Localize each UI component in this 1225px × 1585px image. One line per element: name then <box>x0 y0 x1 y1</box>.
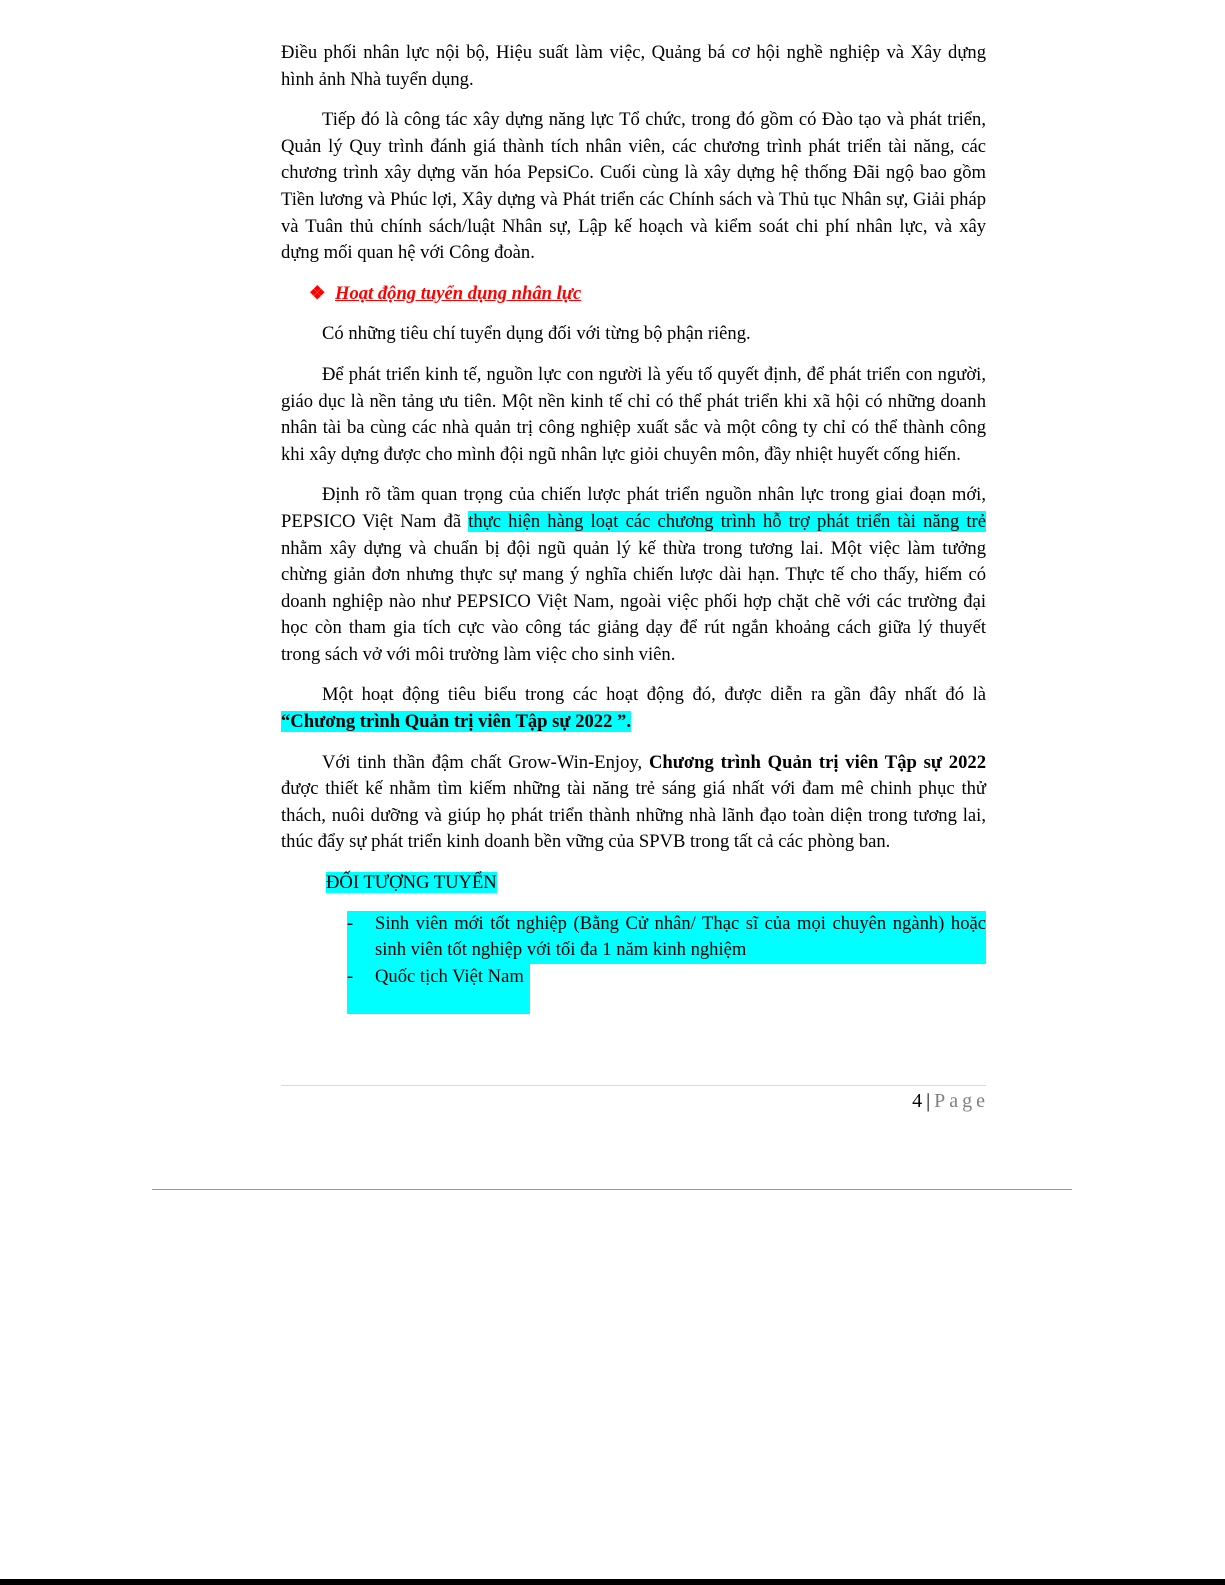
program-text-before: Một hoạt động tiêu biểu trong các hoạt động đó, được diễn ra gần đây nhất đó là <box>322 684 986 706</box>
diamond-bullet-icon: ❖ <box>309 282 326 304</box>
section-title <box>326 870 986 897</box>
footer-rule <box>281 1085 986 1086</box>
program-highlight: “Chương trình Quản trị viên Tập sự 2022 ”. <box>281 711 631 733</box>
dash-bullet: - <box>347 965 354 987</box>
spirit-bold: Chương trình Quản trị viên Tập sự 2022 <box>648 751 986 773</box>
page-label: Page <box>934 1090 989 1112</box>
section-heading-text: Hoạt động tuyển dụng nhân lực <box>335 282 582 304</box>
strategy-highlight: thực hiện hàng loạt các chương trình hỗ trợ phát triển tài năng trẻ <box>468 510 986 532</box>
spirit-text-after: được thiết kế nhằm tìm kiếm những tài năng trẻ sáng giá nhất với đam mê chinh phục thử thách, nuôi dưỡng và giúp họ phát triển thành những nhà lãnh đạo toàn diện trong tương lai, thúc đẩy sự phát triển kinh doanh bền vững của SPVB trong tất cả các phòng ban. <box>281 778 986 853</box>
highlight-filler <box>347 990 530 1014</box>
list-item-text: Quốc tịch Việt Nam <box>375 965 524 987</box>
paragraph-development: Để phát triển kinh tế, nguồn lực con người là yếu tố quyết định, để phát triển con người, giáo dục là nền tảng ưu tiên. Một nền kinh tế chỉ có thể phát triển khi xã hội có những doanh nhân tài ba cùng các nhà quản trị công nghiệp xuất sắc và một công ty chỉ có thể thành công khi xây dựng được cho mình đội ngũ nhân lực giỏi chuyên môn, đầy nhiệt huyết cống hiến. <box>281 363 986 465</box>
paragraph-program <box>281 682 986 735</box>
paragraph-criteria: Có những tiêu chí tuyển dụng đối với từng bộ phận riêng. <box>322 323 751 345</box>
page-number: 4 <box>912 1090 923 1112</box>
page-footer <box>700 1088 989 1114</box>
paragraph-continued: Điều phối nhân lực nội bộ, Hiệu suất làm việc, Quảng bá cơ hội nghề nghiệp và Xây dựng hình ảnh Nhà tuyển dụng. <box>281 42 986 90</box>
section-title-text: ĐỐI TƯỢNG TUYỂN <box>326 872 497 894</box>
strategy-text-after: nhằm xây dựng và chuẩn bị đội ngũ quản lý kế thừa trong tương lai. Một việc làm tưởng chừng giản đơn nhưng thực sự mang ý nghĩa chiến lược dài hạn. Thực tế cho thấy, hiếm có doanh nghiệp nào như PEPSICO Việt Nam, ngoài việc phối hợp chặt chẽ với các trường đại học còn tham gia tích cực vào công tác giảng dạy để rút ngắn khoảng cách giữa lý thuyết trong sách vở với môi trường làm việc cho sinh viên. <box>281 537 986 665</box>
document-body <box>281 40 986 1014</box>
list-item <box>347 911 986 964</box>
paragraph-spirit <box>281 750 986 856</box>
page-break-divider <box>152 1189 1072 1190</box>
page-separator: | <box>926 1090 931 1112</box>
strategy-text-before: Định rõ tầm quan trọng của chiến lược phát triển nguồn nhân lực trong giai đoạn mới, PEPSICO Việt Nam đã <box>281 484 986 532</box>
bottom-edge-bar <box>0 1579 1225 1585</box>
list-item <box>347 964 986 1015</box>
candidate-list <box>347 911 986 1015</box>
paragraph-capacity: Tiếp đó là công tác xây dựng năng lực Tổ chức, trong đó gồm có Đào tạo và phát triển, Quản lý Quy trình đánh giá thành tích nhân viên, các chương trình phát triển tài năng, các chương trình xây dựng văn hóa PepsiCo. Cuối cùng là xây dựng hệ thống Đãi ngộ bao gồm Tiền lương và Phúc lợi, Xây dựng và Phát triển các Chính sách và Thủ tục Nhân sự, Giải pháp và Tuân thủ chính sách/luật Nhân sự, Lập kế hoạch và kiểm soát chi phí nhân lực, và xây dựng mối quan hệ với Công đoàn. <box>281 109 986 264</box>
paragraph-strategy <box>281 482 986 668</box>
list-item-text: Sinh viên mới tốt nghiệp (Bằng Cử nhân/ Thạc sĩ của mọi chuyên ngành) hoặc sinh viên tốt nghiệp với tối đa 1 năm kinh nghiệm <box>375 912 986 961</box>
spirit-text-before: Với tinh thần đậm chất Grow-Win-Enjoy, <box>322 751 649 773</box>
section-heading <box>309 281 986 308</box>
dash-bullet: - <box>347 912 354 934</box>
